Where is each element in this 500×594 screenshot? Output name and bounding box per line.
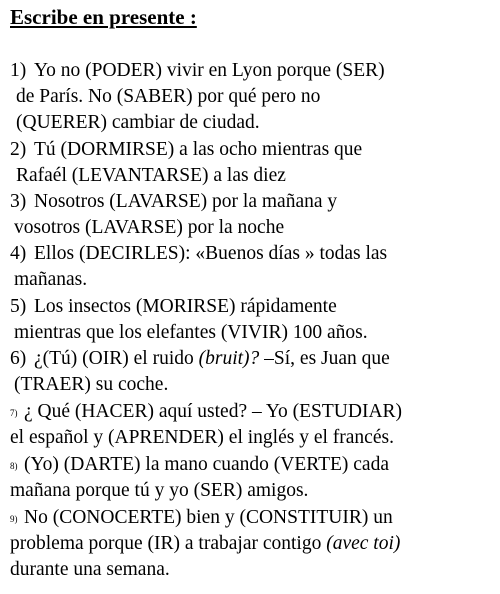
item-2-line-2 [0, 163, 286, 189]
item-text: Tú (DORMIRSE) a las ocho mientras que [34, 139, 363, 160]
item-text: Los insectos (MORIRSE) rápidamente [34, 296, 337, 317]
item-5-line-1 [0, 294, 337, 320]
item-1-line-3 [0, 110, 260, 136]
item-text: ¿ Qué (HACER) aquí usted? – Yo (ESTUDIAR) [24, 401, 403, 422]
item-9-line-1 [0, 505, 393, 532]
item-number: 2) [10, 139, 27, 160]
item-4-line-1 [0, 241, 387, 267]
item-text: (Yo) (DARTE) la mano cuando (VERTE) cada [24, 454, 389, 475]
item-4-line-2 [0, 267, 87, 293]
item-text: mañana porque tú y yo (SER) amigos. [10, 480, 309, 501]
item-text: mañanas. [14, 269, 88, 290]
item-number: 9) [10, 514, 18, 524]
item-text: el español y (APRENDER) el inglés y el francés. [10, 427, 394, 448]
item-text: –Sí, es Juan que [259, 348, 390, 369]
item-text: Rafaél (LEVANTARSE) a las diez [16, 165, 286, 186]
item-6-line-2 [0, 372, 168, 398]
item-text: vosotros (LAVARSE) por la noche [14, 217, 285, 238]
item-1-line-1 [0, 58, 385, 84]
item-5-line-2 [0, 320, 368, 346]
item-text-italic: (avec toi) [326, 533, 401, 554]
item-text: problema porque (IR) a trabajar contigo [10, 533, 327, 554]
item-6-line-1 [0, 346, 390, 372]
item-text-italic: (bruit)? [198, 348, 260, 369]
item-text: Yo no (PODER) vivir en Lyon porque (SER) [34, 60, 385, 81]
item-text: Nosotros (LAVARSE) por la mañana y [34, 191, 338, 212]
item-number: 7) [10, 408, 18, 418]
item-7-line-2 [0, 425, 394, 451]
item-2-line-1 [0, 137, 362, 163]
item-text: ¿(Tú) (OIR) el ruido [34, 348, 199, 369]
item-8-line-2 [0, 478, 308, 504]
item-number: 1) [10, 60, 27, 81]
item-text: (TRAER) su coche. [14, 374, 169, 395]
item-number: 3) [10, 191, 27, 212]
item-number: 8) [10, 461, 18, 471]
item-number: 4) [10, 243, 27, 264]
item-text: mientras que los elefantes (VIVIR) 100 años. [14, 322, 368, 343]
item-9-line-3 [0, 557, 170, 583]
item-7-line-1 [0, 399, 402, 426]
item-text: de París. No (SABER) por qué pero no [16, 86, 321, 107]
item-3-line-2 [0, 215, 284, 241]
item-text: (QUERER) cambiar de ciudad. [16, 112, 260, 133]
item-text: durante una semana. [10, 559, 170, 580]
item-1-line-2 [0, 84, 320, 110]
item-number: 6) [10, 348, 27, 369]
item-number: 5) [10, 296, 27, 317]
item-text: Ellos (DECIRLES): «Buenos días » todas las [34, 243, 388, 264]
exercise-title: Escribe en presente : [10, 5, 197, 29]
item-3-line-1 [0, 189, 337, 215]
item-8-line-1 [0, 452, 389, 479]
item-text: No (CONOCERTE) bien y (CONSTITUIR) un [24, 507, 393, 528]
item-9-line-2 [0, 531, 400, 557]
